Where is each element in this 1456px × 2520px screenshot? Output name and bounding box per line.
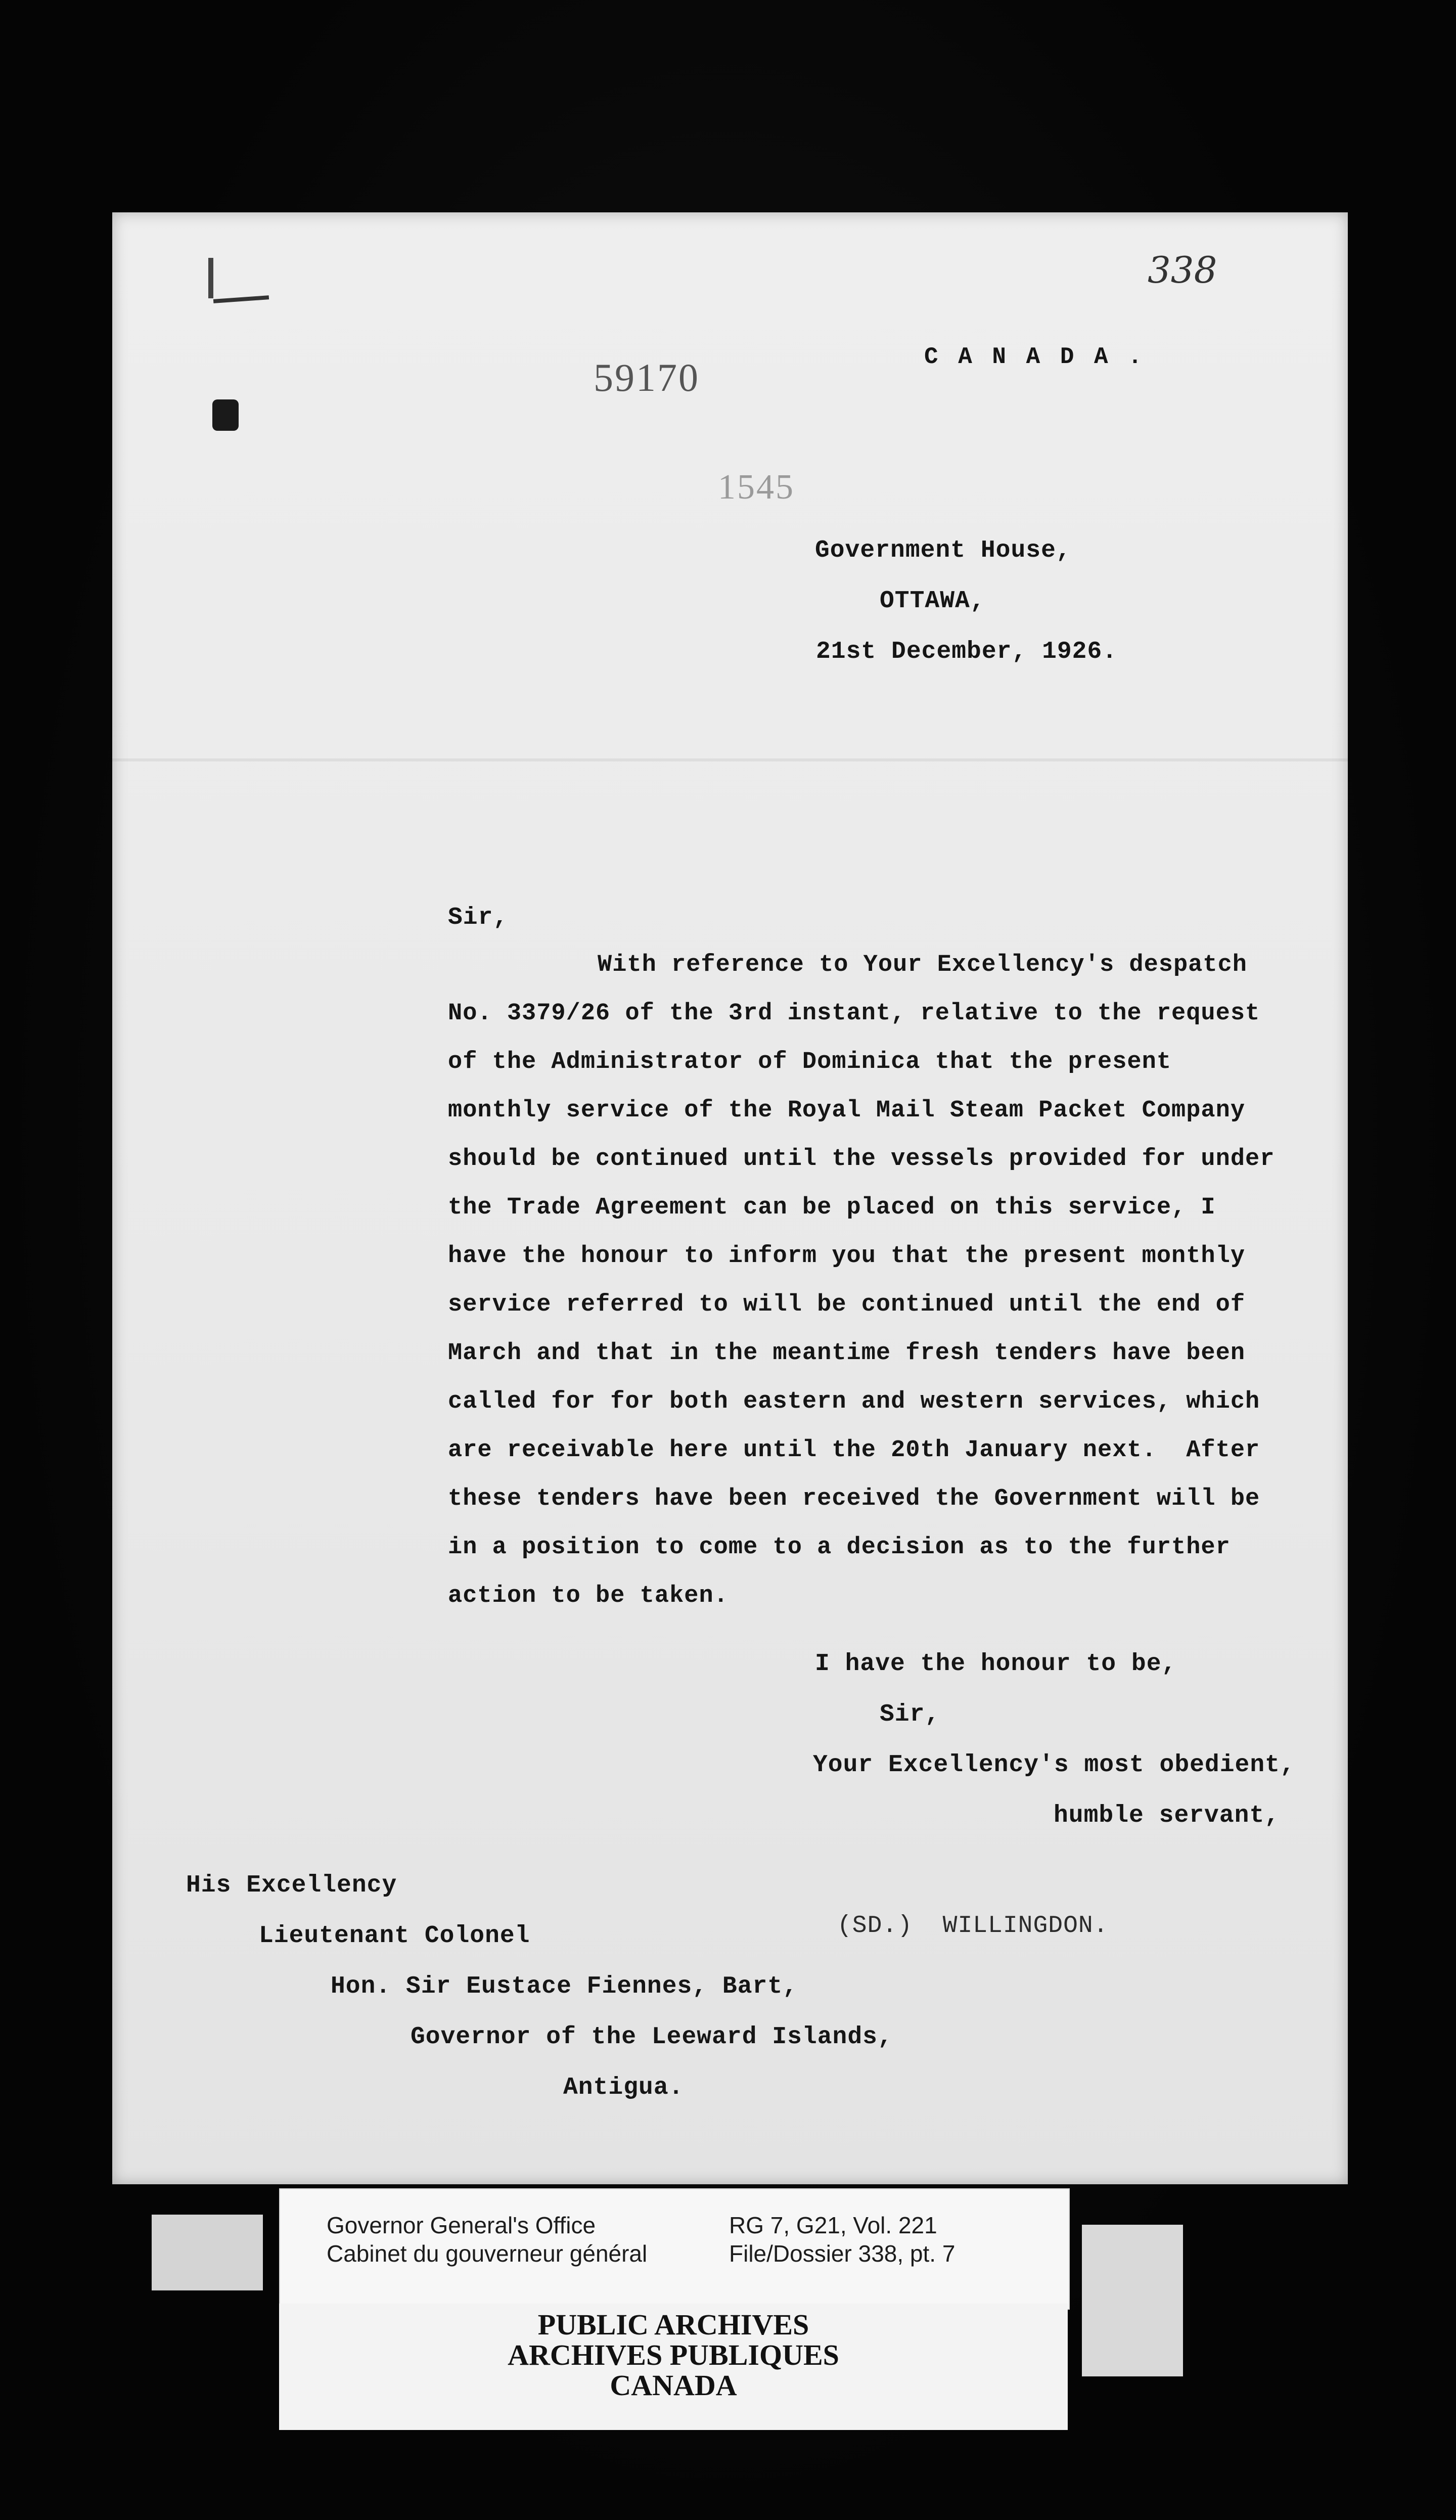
salutation: Sir, (448, 904, 509, 931)
registry-stamp-number: 59170 (594, 355, 700, 399)
pen-stroke-mark (213, 295, 269, 303)
body-line: With reference to Your Excellency's despatch (598, 952, 1248, 978)
addressee-line-4: Governor of the Leeward Islands, (411, 2023, 893, 2051)
office-french: Cabinet du gouverneur général (327, 2240, 648, 2267)
file-reference: File/Dossier 338, pt. 7 (729, 2240, 956, 2267)
body-line: these tenders have been received the Government will be (448, 1486, 1260, 1512)
closing-line-4: humble servant, (1054, 1802, 1280, 1829)
address-line-1: Government House, (815, 537, 1071, 564)
country-header: C A N A D A . (924, 344, 1145, 370)
body-line: have the honour to inform you that the present monthly (448, 1243, 1246, 1270)
faint-stamp-number: 1545 (718, 468, 795, 507)
archive-reference-label (279, 2188, 1070, 2310)
film-strip-right (1082, 2225, 1183, 2376)
closing-line-1: I have the honour to be, (815, 1650, 1177, 1678)
body-line: of the Administrator of Dominica that the present (448, 1049, 1172, 1075)
letter-page (112, 212, 1348, 2184)
addressee-line-5: Antigua. (563, 2074, 684, 2101)
record-group-reference: RG 7, G21, Vol. 221 (729, 2212, 937, 2238)
pen-stroke-mark (208, 258, 213, 298)
body-line: action to be taken. (448, 1583, 729, 1609)
body-line: in a position to come to a decision as to the further (448, 1534, 1231, 1561)
addressee-line-3: Hon. Sir Eustace Fiennes, Bart, (331, 1973, 798, 2000)
body-line: should be continued until the vessels provided for under (448, 1146, 1275, 1173)
film-strip-left (152, 2215, 263, 2290)
body-line: No. 3379/26 of the 3rd instant, relative to the request (448, 1000, 1260, 1027)
addressee-line-2: Lieutenant Colonel (259, 1922, 530, 1950)
body-line: are receivable here until the 20th January next. After (448, 1437, 1260, 1464)
address-line-2: OTTAWA, (880, 588, 985, 615)
folio-number: 338 (1148, 249, 1217, 291)
archives-french: ARCHIVES PUBLIQUES (508, 2338, 839, 2371)
addressee-line-1: His Excellency (186, 1872, 397, 1899)
closing-line-2: Sir, (880, 1701, 940, 1728)
body-line: service referred to will be continued until the end of (448, 1291, 1246, 1318)
body-line: called for for both eastern and western services, which (448, 1388, 1260, 1415)
body-line: March and that in the meantime fresh tenders have been (448, 1340, 1246, 1367)
office-english: Governor General's Office (327, 2212, 596, 2238)
closing-line-3: Your Excellency's most obedient, (813, 1751, 1295, 1779)
signature: (SD.) WILLINGDON. (837, 1912, 1109, 1940)
body-line: the Trade Agreement can be placed on this service, I (448, 1194, 1216, 1221)
punch-hole-mark (212, 399, 239, 431)
archives-stamp (279, 2304, 1068, 2430)
address-date: 21st December, 1926. (816, 638, 1118, 665)
body-line: monthly service of the Royal Mail Steam Packet Company (448, 1097, 1246, 1124)
archives-english: PUBLIC ARCHIVES (537, 2308, 809, 2341)
archives-country: CANADA (610, 2369, 737, 2402)
